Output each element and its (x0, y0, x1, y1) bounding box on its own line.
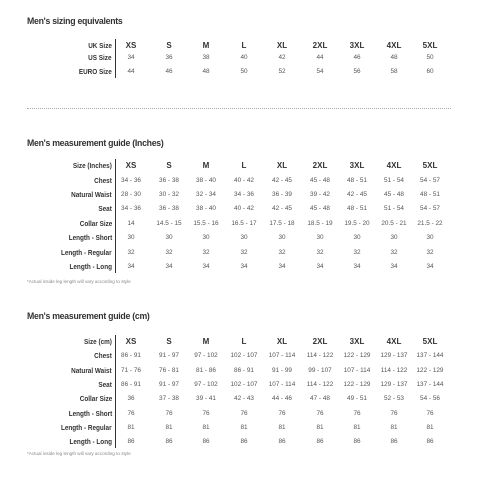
table-cell: 42 - 45 (347, 191, 367, 198)
table-cell: 40 - 42 (234, 177, 254, 184)
table-cell: 81 (127, 424, 135, 431)
table-cell: 32 (278, 249, 286, 256)
table-cell: 76 (202, 410, 210, 417)
table-cell: 34 (165, 263, 173, 270)
table-row (0, 350, 480, 362)
size-header-3xl: 3XL (349, 161, 365, 170)
row-label: Collar Size (79, 394, 112, 403)
size-header-xs: XS (125, 337, 137, 346)
table-cell: 76 (390, 410, 398, 417)
row-label: Natural Waist (71, 190, 112, 199)
table-cell: 30 (240, 234, 248, 241)
table-cell: 34 (202, 263, 210, 270)
table-cell: 97 - 102 (194, 381, 218, 388)
table-cell: 86 (426, 438, 434, 445)
table-cell: 20.5 - 21 (381, 220, 407, 227)
table-cell: 76 (165, 410, 173, 417)
table-cell: 44 (316, 54, 324, 61)
table-cell: 36 - 38 (159, 205, 179, 212)
table-cell: 21.5 - 22 (417, 220, 443, 227)
size-header-2xl: 2XL (312, 161, 328, 170)
table-cell: 34 (127, 54, 135, 61)
header-label: Size (Inches) (73, 161, 112, 170)
table-row (0, 436, 480, 448)
table-cell: 42 - 45 (272, 205, 292, 212)
footnote-cm: *Actual inside leg length will vary according to style (27, 451, 131, 456)
table-cell: 32 (316, 249, 324, 256)
row-label: EURO Size (79, 67, 112, 76)
table-cell: 76 (127, 410, 135, 417)
table-cell: 76 (426, 410, 434, 417)
table-cell: 18.5 - 19 (307, 220, 333, 227)
table-cell: 32 (165, 249, 173, 256)
table-cell: 39 - 42 (310, 191, 330, 198)
table-cell: 38 - 40 (196, 177, 216, 184)
section-divider (27, 108, 451, 109)
table-cell: 34 (240, 263, 248, 270)
table-cell: 81 (240, 424, 248, 431)
size-header-3xl: 3XL (349, 337, 365, 346)
table-cell: 36 (165, 54, 173, 61)
table-cell: 32 (202, 249, 210, 256)
table-cell: 34 (426, 263, 434, 270)
table-cell: 17.5 - 18 (269, 220, 295, 227)
table-cell: 86 (240, 438, 248, 445)
table-cell: 81 (202, 424, 210, 431)
table-row (0, 189, 480, 201)
table-cell: 86 (127, 438, 135, 445)
size-header-m: M (202, 337, 210, 346)
table-row (0, 393, 480, 405)
table-cell: 30 (165, 234, 173, 241)
table-cell: 40 - 42 (234, 205, 254, 212)
table-cell: 86 - 91 (121, 352, 141, 359)
table-cell: 137 - 144 (416, 381, 444, 388)
table-row (0, 247, 480, 259)
row-label: Natural Waist (71, 366, 112, 375)
table-cell: 58 (390, 68, 398, 75)
size-header-3xl: 3XL (349, 41, 365, 50)
table-cell: 34 (127, 263, 135, 270)
table-cell: 50 (426, 54, 434, 61)
size-header-xs: XS (125, 161, 137, 170)
table-row (0, 66, 480, 78)
table-cell: 15.5 - 16 (193, 220, 219, 227)
table-row (0, 175, 480, 187)
row-label: Length - Long (69, 262, 112, 271)
table-cell: 81 (278, 424, 286, 431)
size-header-5xl: 5XL (422, 161, 438, 170)
size-header-s: S (166, 161, 172, 170)
table-cell: 42 - 45 (272, 177, 292, 184)
table-cell: 19.5 - 20 (344, 220, 370, 227)
table-cell: 107 - 114 (343, 367, 371, 374)
row-label: US Size (88, 53, 112, 62)
table-cell: 30 (390, 234, 398, 241)
table-row (0, 261, 480, 273)
section-title-inches-guide: Men's measurement guide (Inches) (27, 138, 164, 149)
table-cell: 81 - 86 (196, 367, 216, 374)
table-cell: 54 - 57 (420, 177, 440, 184)
table-cell: 49 - 51 (347, 395, 367, 402)
label-column-separator (115, 39, 116, 78)
table-cell: 122 - 129 (343, 352, 371, 359)
table-cell: 32 (353, 249, 361, 256)
table-cell: 48 (202, 68, 210, 75)
table-cell: 28 - 30 (121, 191, 141, 198)
table-cell: 46 (165, 68, 173, 75)
table-cell: 122 - 129 (343, 381, 371, 388)
size-header-4xl: 4XL (386, 337, 402, 346)
row-label: Length - Short (68, 409, 112, 418)
table-cell: 86 (353, 438, 361, 445)
table-cell: 122 - 129 (416, 367, 444, 374)
table-cell: 14 (127, 220, 135, 227)
table-cell: 54 (316, 68, 324, 75)
section-title-sizing-equivalents: Men's sizing equivalents (27, 16, 123, 27)
table-row (0, 365, 480, 377)
table-cell: 30 (426, 234, 434, 241)
table-cell: 30 - 32 (159, 191, 179, 198)
table-cell: 32 - 34 (196, 191, 216, 198)
table-cell: 71 - 76 (121, 367, 141, 374)
table-cell: 56 (353, 68, 361, 75)
table-cell: 91 - 97 (159, 352, 179, 359)
table-header-row (0, 160, 480, 172)
table-header-row (0, 40, 480, 52)
table-cell: 45 - 48 (310, 205, 330, 212)
table-cell: 129 - 137 (380, 381, 408, 388)
table-cell: 14.5 - 15 (156, 220, 182, 227)
size-header-xl: XL (276, 41, 288, 50)
table-cell: 34 (316, 263, 324, 270)
table-cell: 54 - 56 (420, 395, 440, 402)
table-cell: 52 - 53 (384, 395, 404, 402)
table-cell: 76 (240, 410, 248, 417)
footnote-inches: *Actual inside leg length will vary according to style (27, 279, 131, 284)
table-cell: 107 - 114 (268, 352, 296, 359)
size-header-xl: XL (276, 161, 288, 170)
table-cell: 60 (426, 68, 434, 75)
row-label: Collar Size (79, 219, 112, 228)
label-column-separator (115, 335, 116, 448)
table-cell: 52 (278, 68, 286, 75)
size-header-2xl: 2XL (312, 337, 328, 346)
table-cell: 48 - 51 (420, 191, 440, 198)
table-cell: 81 (390, 424, 398, 431)
table-cell: 76 (316, 410, 324, 417)
row-label: Length - Long (69, 437, 112, 446)
table-cell: 44 - 46 (272, 395, 292, 402)
table-cell: 32 (240, 249, 248, 256)
size-header-l: L (241, 337, 247, 346)
size-header-l: L (241, 161, 247, 170)
size-header-4xl: 4XL (386, 41, 402, 50)
table-cell: 86 (316, 438, 324, 445)
size-header-s: S (166, 41, 172, 50)
table-cell: 39 - 41 (196, 395, 216, 402)
table-cell: 34 (353, 263, 361, 270)
table-cell: 32 (390, 249, 398, 256)
table-cell: 34 - 36 (234, 191, 254, 198)
table-cell: 86 (390, 438, 398, 445)
table-cell: 86 (202, 438, 210, 445)
table-cell: 86 - 91 (121, 381, 141, 388)
table-cell: 40 (240, 54, 248, 61)
table-cell: 34 - 36 (121, 177, 141, 184)
table-cell: 97 - 102 (194, 352, 218, 359)
table-cell: 30 (353, 234, 361, 241)
table-row (0, 218, 480, 230)
row-label: Length - Regular (61, 248, 112, 257)
table-cell: 51 - 54 (384, 177, 404, 184)
table-cell: 91 - 99 (272, 367, 292, 374)
header-label: UK Size (88, 41, 112, 50)
table-cell: 81 (353, 424, 361, 431)
size-header-xl: XL (276, 337, 288, 346)
table-row (0, 52, 480, 64)
size-header-m: M (202, 41, 210, 50)
table-cell: 38 (202, 54, 210, 61)
row-label: Seat (98, 380, 112, 389)
table-cell: 48 - 51 (347, 205, 367, 212)
table-cell: 86 - 91 (234, 367, 254, 374)
row-label: Seat (98, 204, 112, 213)
table-cell: 50 (240, 68, 248, 75)
table-cell: 86 (278, 438, 286, 445)
table-header-row (0, 336, 480, 348)
table-cell: 137 - 144 (416, 352, 444, 359)
table-cell: 37 - 38 (159, 395, 179, 402)
header-label: Size (cm) (84, 337, 112, 346)
table-cell: 47 - 48 (310, 395, 330, 402)
table-cell: 36 - 39 (272, 191, 292, 198)
table-cell: 45 - 48 (310, 177, 330, 184)
table-cell: 30 (202, 234, 210, 241)
table-cell: 32 (127, 249, 135, 256)
table-cell: 51 - 54 (384, 205, 404, 212)
table-cell: 30 (127, 234, 135, 241)
table-cell: 48 - 51 (347, 177, 367, 184)
table-row (0, 379, 480, 391)
table-row (0, 408, 480, 420)
table-cell: 36 - 38 (159, 177, 179, 184)
row-label: Chest (94, 176, 112, 185)
table-cell: 44 (127, 68, 135, 75)
table-cell: 76 (353, 410, 361, 417)
section-title-cm-guide: Men's measurement guide (cm) (27, 311, 150, 322)
table-cell: 42 - 43 (234, 395, 254, 402)
table-cell: 114 - 122 (380, 367, 408, 374)
table-cell: 91 - 97 (159, 381, 179, 388)
label-column-separator (115, 159, 116, 273)
size-header-5xl: 5XL (422, 41, 438, 50)
table-cell: 76 - 81 (159, 367, 179, 374)
table-cell: 32 (426, 249, 434, 256)
size-header-2xl: 2XL (312, 41, 328, 50)
table-cell: 16.5 - 17 (231, 220, 257, 227)
table-cell: 107 - 114 (268, 381, 296, 388)
size-header-m: M (202, 161, 210, 170)
table-cell: 81 (426, 424, 434, 431)
table-cell: 34 (278, 263, 286, 270)
table-row (0, 422, 480, 434)
table-cell: 129 - 137 (380, 352, 408, 359)
size-header-s: S (166, 337, 172, 346)
row-label: Length - Regular (61, 423, 112, 432)
size-header-l: L (241, 41, 247, 50)
table-cell: 46 (353, 54, 361, 61)
table-cell: 102 - 107 (230, 352, 258, 359)
table-cell: 76 (278, 410, 286, 417)
table-cell: 34 - 36 (121, 205, 141, 212)
table-cell: 34 (390, 263, 398, 270)
row-label: Chest (94, 351, 112, 360)
table-cell: 102 - 107 (230, 381, 258, 388)
table-cell: 114 - 122 (306, 381, 334, 388)
table-cell: 30 (278, 234, 286, 241)
table-cell: 45 - 48 (384, 191, 404, 198)
table-cell: 114 - 122 (306, 352, 334, 359)
table-row (0, 232, 480, 244)
table-cell: 48 (390, 54, 398, 61)
size-header-4xl: 4XL (386, 161, 402, 170)
table-cell: 38 - 40 (196, 205, 216, 212)
row-label: Length - Short (68, 233, 112, 242)
table-row (0, 203, 480, 215)
table-cell: 30 (316, 234, 324, 241)
size-header-5xl: 5XL (422, 337, 438, 346)
table-cell: 36 (127, 395, 135, 402)
table-cell: 42 (278, 54, 286, 61)
table-cell: 81 (165, 424, 173, 431)
table-cell: 99 - 107 (308, 367, 332, 374)
size-header-xs: XS (125, 41, 137, 50)
table-cell: 54 - 57 (420, 205, 440, 212)
table-cell: 81 (316, 424, 324, 431)
table-cell: 86 (165, 438, 173, 445)
